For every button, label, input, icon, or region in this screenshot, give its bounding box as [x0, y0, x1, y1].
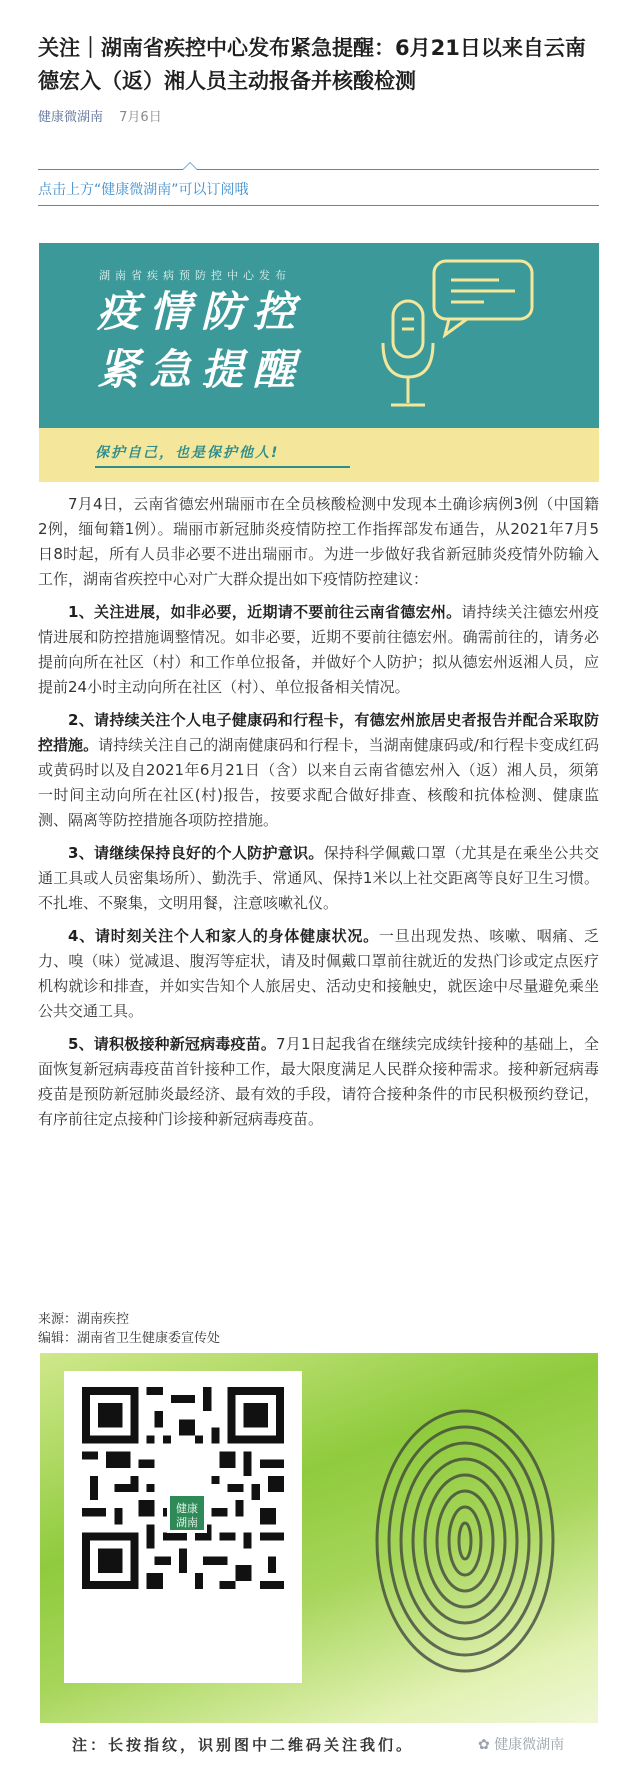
paragraph: 4、请时刻关注个人和家人的身体健康状况。一旦出现发热、咳嗽、咽痛、乏力、嗅（味）觉减退、腹泻等症状，请及时佩戴口罩前往就近的发热门诊或定点医疗机构就诊和排查，并如实告知个人旅居史、活动史和接触史，就医途中尽量避免乘坐公共交通工具。 [38, 927, 599, 1020]
microphone-icon [39, 243, 599, 433]
wechat-icon: ✿ [478, 1737, 495, 1753]
banner-slogan: 保护自己，也是保护他人! [95, 445, 280, 461]
caption-strip [40, 1723, 598, 1765]
article-meta [38, 106, 162, 125]
notch-decoration [182, 162, 198, 170]
footer-caption: 注：长按指纹，识别图中二维码关注我们。 [72, 1736, 415, 1754]
paragraph: 5、请积极接种新冠病毒疫苗。7月1日起我省在继续完成续针接种的基础上，全面恢复新冠病毒疫苗首针接种工作，最大限度满足人民群众接种需求。接种新冠病毒疫苗是预防新冠肺炎最经济、最有效的手段，请符合接种条件的市民积极预约登记，有序前往定点接种门诊接种新冠病毒疫苗。 [38, 1035, 599, 1128]
banner-org: 湖南省疾病预防控中心发布 [99, 269, 291, 282]
credit-source: 来源：湖南疾控 [38, 1312, 130, 1327]
banner-title-line2: 紧急提醒 [97, 345, 306, 394]
qr-card[interactable] [64, 1371, 302, 1683]
qr-center-logo: 健康 湖南 [167, 1493, 207, 1533]
account-watermark: ✿ 健康微湖南 [478, 1737, 565, 1753]
paragraph: 1、关注进展，如非必要，近期请不要前往云南省德宏州。请持续关注德宏州疫情进展和防控措施调整情况。如非必要，近期不要前往德宏州。确需前往的，请务必提前向所在社区（村）和工作单位报备，并做好个人防护；拟从德宏州返湘人员，应提前24小时主动向所在社区（村）、单位报备相关情况。 [38, 603, 599, 696]
paragraph: 2、请持续关注个人电子健康码和行程卡，有德宏州旅居史者报告并配合采取防控措施。请持续关注自己的湖南健康码和行程卡，当湖南健康码或/和行程卡变成红码或黄码时以及自2021年6月21日（含）以来自云南省德宏州入（返）湘人员，须第一时间主动向所在社区(村)报告，按要求配合做好排查、核酸和抗体检测、健康监测、隔离等防控措施各项防控措施。 [38, 711, 599, 829]
banner-title-line1: 疫情防控 [97, 287, 306, 336]
article-credits [38, 1310, 220, 1348]
qr-footer-image[interactable] [40, 1353, 598, 1765]
qr-code-icon [82, 1387, 284, 1589]
subscribe-hint: 点击上方“健康微湖南”可以订阅哦 [38, 182, 249, 198]
banner-slogan-strip [39, 428, 599, 482]
header-banner-image [39, 243, 599, 482]
credit-editor: 编辑：湖南省卫生健康委宣传处 [38, 1331, 221, 1346]
paragraph: 7月4日，云南省德宏州瑞丽市在全员核酸检测中发现本土确诊病例3例（中国籍2例，缅甸籍1例）。瑞丽市新冠肺炎疫情防控工作指挥部发布通告，从2021年7月5日8时起，所有人员非必要不进出瑞丽市。为进一步做好我省新冠肺炎疫情外防输入工作，湖南省疾控中心对广大群众提出如下疫情防控建议： [38, 495, 599, 588]
article-body [38, 492, 599, 1140]
subscribe-banner[interactable] [38, 169, 599, 206]
fingerprint-icon[interactable] [370, 1401, 560, 1681]
slogan-underline [95, 466, 350, 468]
publish-date: 7月6日 [119, 110, 162, 125]
article-title: 关注｜湖南省疾控中心发布紧急提醒：6月21日以来自云南德宏入（返）湘人员主动报备并核酸检测 [38, 36, 586, 93]
paragraph: 3、请继续保持良好的个人防护意识。保持科学佩戴口罩（尤其是在乘坐公共交通工具或人员密集场所）、勤洗手、常通风、保持1米以上社交距离等良好卫生习惯。不扎堆、不聚集，文明用餐，注意咳嗽礼仪。 [38, 844, 599, 912]
speech-bubble-icon [434, 261, 532, 335]
account-name-link[interactable]: 健康微湖南 [38, 110, 104, 125]
